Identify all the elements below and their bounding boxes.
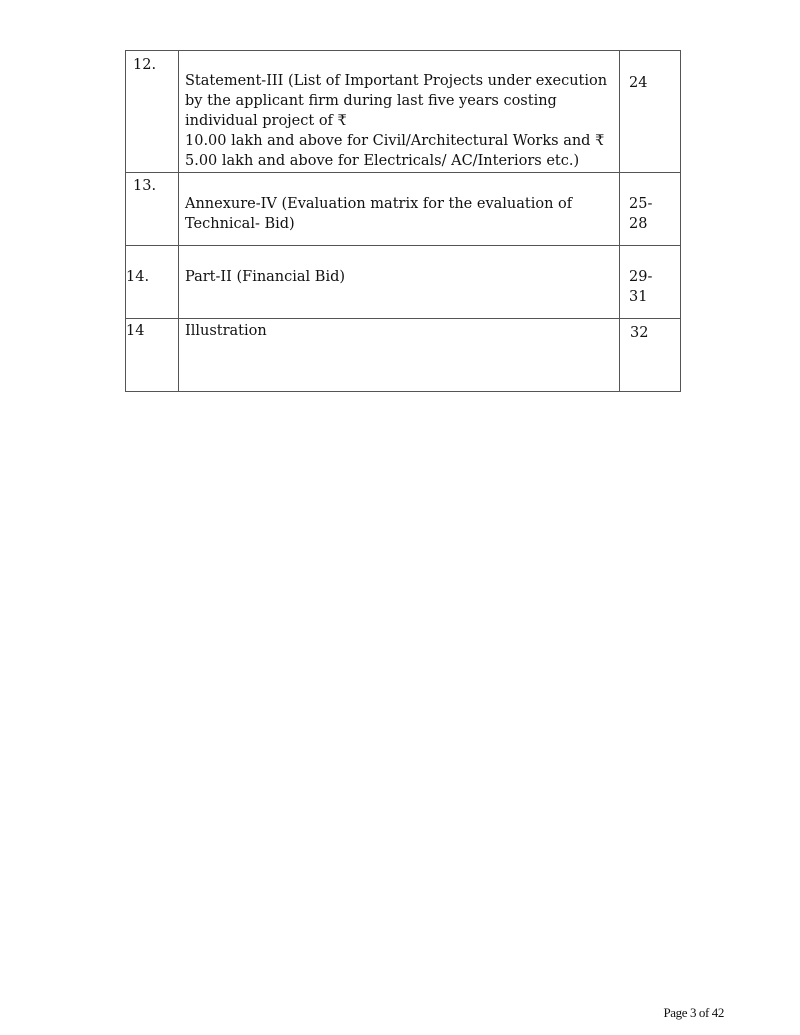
item-page-cell xyxy=(620,319,681,392)
item-number: 14 xyxy=(126,323,145,339)
table-row xyxy=(126,319,681,392)
item-number: 14. xyxy=(126,269,150,285)
item-number-cell xyxy=(126,51,179,173)
item-description: Annexure-IV (Evaluation matrix for the evaluation of Technical- Bid) xyxy=(185,196,573,232)
item-description-cell xyxy=(179,51,620,173)
item-page-number: 29- 31 xyxy=(629,269,653,305)
item-page-number: 25- 28 xyxy=(629,196,653,232)
table-of-contents xyxy=(125,50,681,392)
table-row xyxy=(126,246,681,319)
item-description: Part-II (Financial Bid) xyxy=(185,269,346,285)
item-description-cell xyxy=(179,246,620,319)
item-number: 12. xyxy=(133,57,157,73)
table-row xyxy=(126,173,681,246)
item-page-cell xyxy=(620,173,681,246)
item-number: 13. xyxy=(133,178,157,194)
item-description: Illustration xyxy=(185,323,267,339)
item-page-number: 24 xyxy=(629,75,648,91)
item-description: Statement-III (List of Important Projects under execution by the applicant firm during last five years costing individual project of ₹ 10.00 lakh and above for Civil/Architectural Works and ₹ 5.00 lakh and above for Electricals/ AC/Interiors etc.) xyxy=(185,73,608,169)
item-number-cell xyxy=(126,246,179,319)
item-page-number: 32 xyxy=(630,325,649,341)
item-page-cell xyxy=(620,246,681,319)
table-row xyxy=(126,51,681,173)
item-page-cell xyxy=(620,51,681,173)
item-description-cell xyxy=(179,319,620,392)
item-number-cell xyxy=(126,173,179,246)
item-number-cell xyxy=(126,319,179,392)
page-footer-label: Page 3 of 42 xyxy=(663,1005,724,1020)
item-description-cell xyxy=(179,173,620,246)
